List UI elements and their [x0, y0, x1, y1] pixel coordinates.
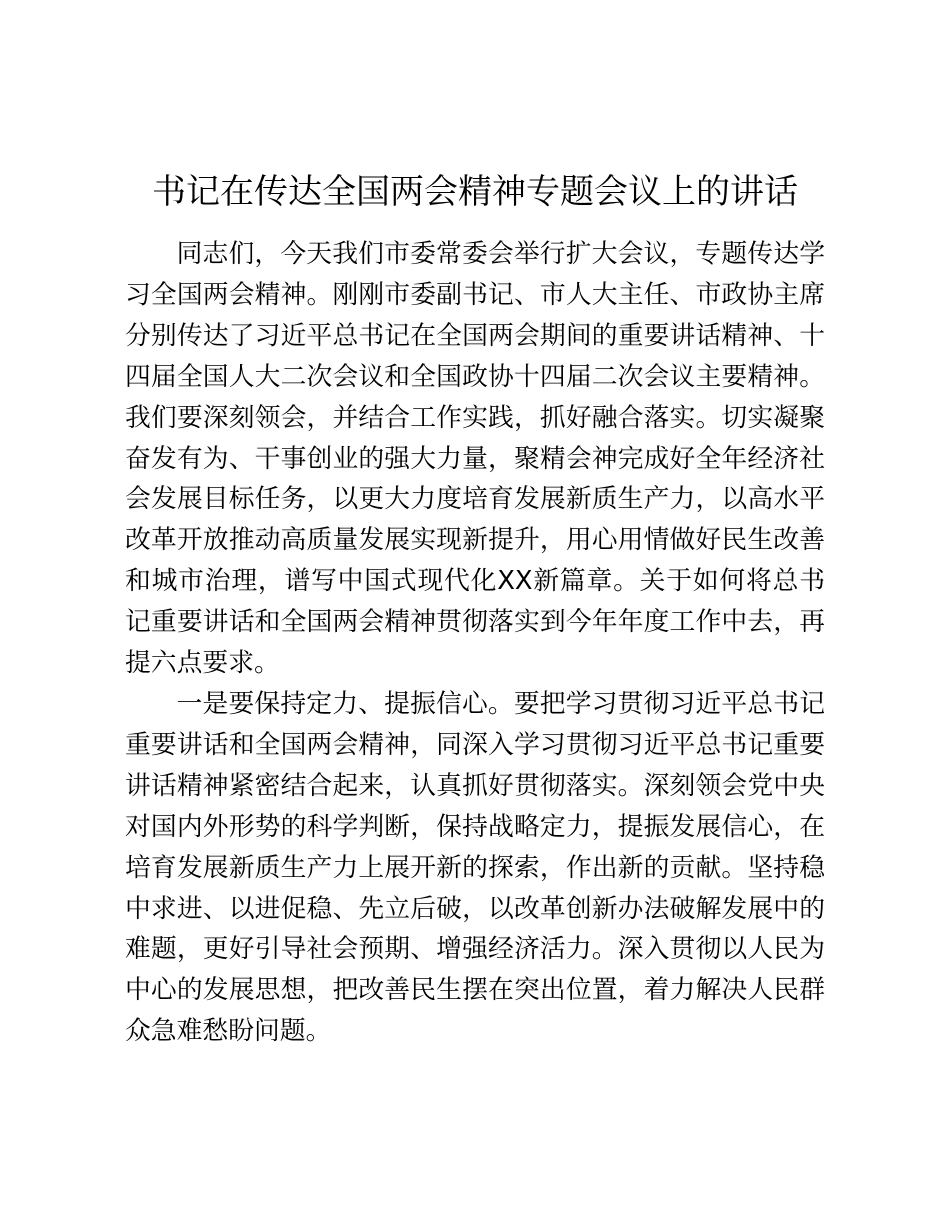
paragraph-requirement-one: 一是要保持定力、提振信心。要把学习贯彻习近平总书记重要讲话和全国两会精神，同深入学习贯彻习近平总书记重要讲话精神紧密结合起来，认真抓好贯彻落实。深刻领会党中央对国内外形势的科学判断，保持战略定力，提振发展信心，在培育发展新质生产力上展开新的探索，作出新的贡献。坚持稳中求进、以进促稳、先立后破，以改革创新办法破解发展中的难题，更好引导社会预期、增强经济活力。深入贯彻以人民为中心的发展思想，把改善民生摆在突出位置，着力解决人民群众急难愁盼问题。 [125, 688, 825, 1047]
paragraph-opening: 同志们，今天我们市委常委会举行扩大会议，专题传达学习全国两会精神。刚刚市委副书记、市人大主任、市政协主席分别传达了习近平总书记在全国两会期间的重要讲话精神、十四届全国人大二次会议和全国政协十四届二次会议主要精神。我们要深刻领会，并结合工作实践，抓好融合落实。切实凝聚奋发有为、干事创业的强大力量，聚精会神完成好全年经济社会发展目标任务，以更大力度培育发展新质生产力，以高水平改革开放推动高质量发展实现新提升，用心用情做好民生改善和城市治理，谱写中国式现代化XX新篇章。关于如何将总书记重要讲话和全国两会精神贯彻落实到今年年度工作中去，再提六点要求。 [125, 239, 825, 679]
document-title: 书记在传达全国两会精神专题会议上的讲话 [152, 172, 798, 212]
document-body [125, 234, 825, 1052]
